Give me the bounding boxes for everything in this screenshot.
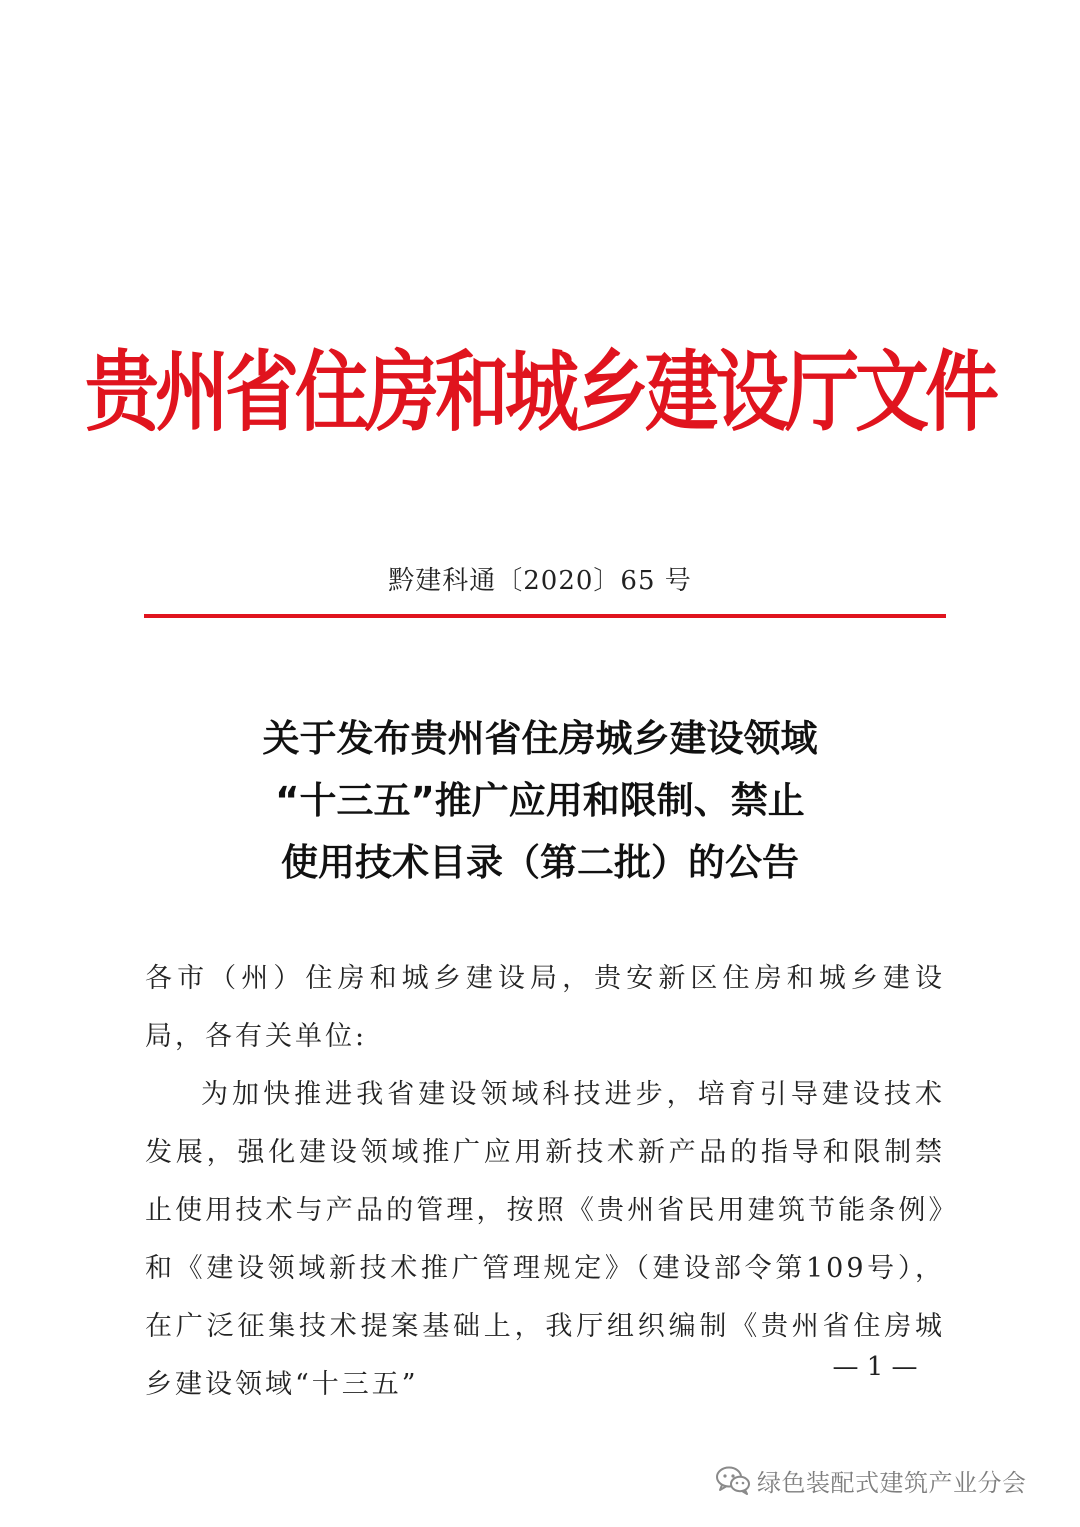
announcement-title xyxy=(0,708,1080,894)
body-paragraph: 为加快推进我省建设领域科技进步，培育引导建设技术发展，强化建设领域推广应用新技术新产品的指导和限制禁止使用技术与产品的管理，按照《贵州省民用建筑节能条例》和《建设领域新技术推广管理规定》（建设部令第109号），在广泛征集技术提案基础上，我厅组织编制《贵州省住房城乡建设领域“十三五” xyxy=(145,1079,945,1400)
title-line-3: 使用技术目录（第二批）的公告 xyxy=(281,841,799,884)
issuer-title: 贵州省住房和城乡建设厅文件 xyxy=(85,342,995,444)
page-number: — 1 — xyxy=(832,1352,918,1382)
document-number: 黔建科通〔2020〕65 号 xyxy=(388,566,692,596)
wechat-icon xyxy=(715,1465,751,1495)
watermark-text: 绿色装配式建筑产业分会 xyxy=(757,1468,1027,1497)
document-body xyxy=(145,950,945,1414)
salutation: 各市（州）住房和城乡建设局，贵安新区住房和城乡建设局，各有关单位: xyxy=(145,963,945,1052)
watermark xyxy=(715,1460,1027,1500)
title-line-2: “十三五”推广应用和限制、禁止 xyxy=(275,779,805,822)
title-line-1: 关于发布贵州省住房城乡建设领域 xyxy=(262,717,818,760)
red-divider xyxy=(144,614,946,618)
